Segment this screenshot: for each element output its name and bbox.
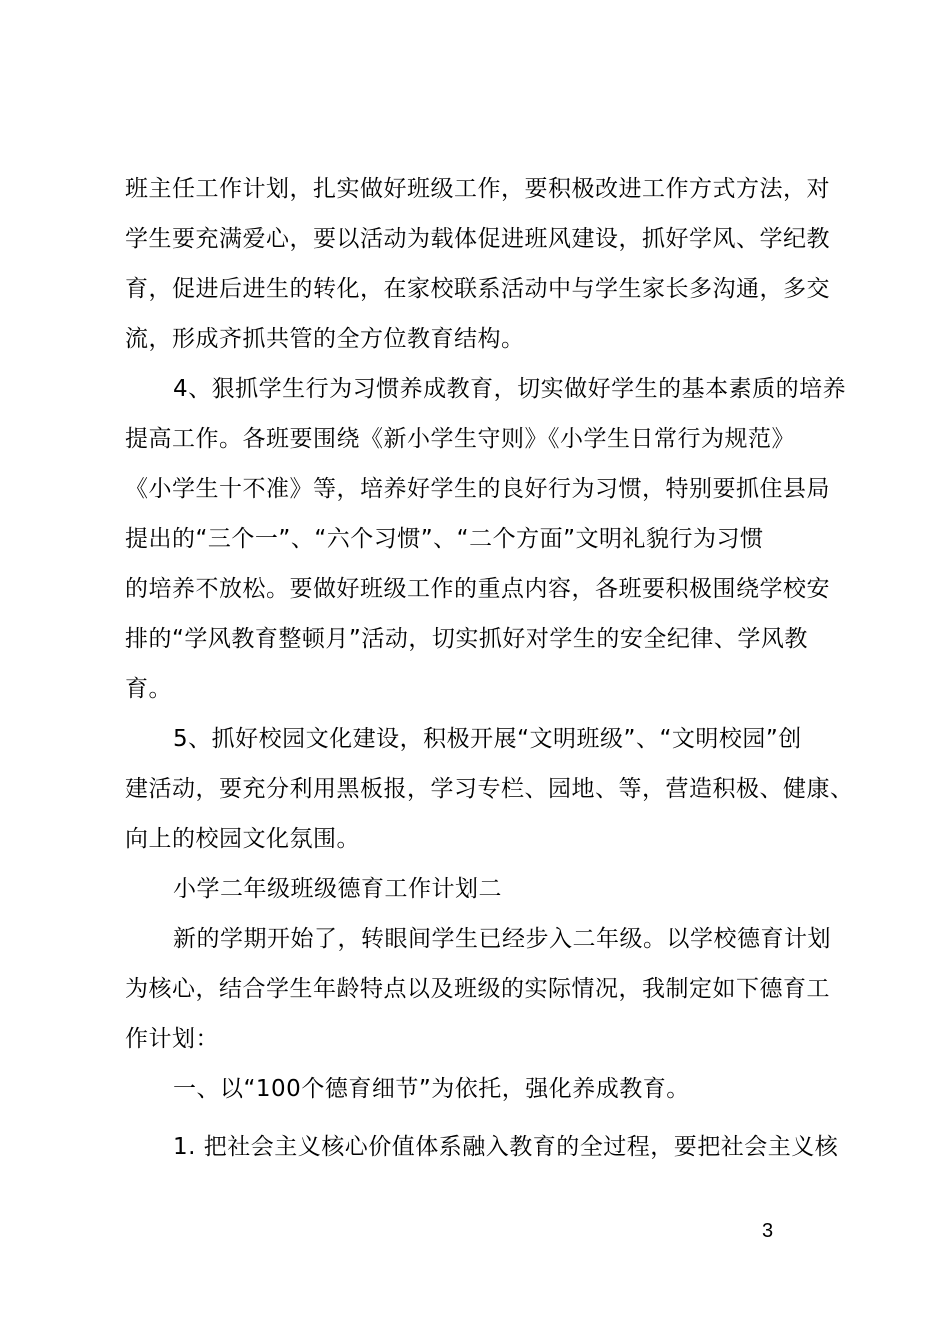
text-line: 排的“学风教育整顿月”活动，切实抓好对学生的安全纪律、学风教 (125, 626, 808, 652)
page-number: 3 (762, 1220, 774, 1242)
text-line: 5、抓好校园文化建设，积极开展“文明班级”、“文明校园”创 (173, 726, 802, 752)
text-line: 向上的校园文化氛围。 (125, 826, 360, 852)
text-line: 《小学生十不准》等，培养好学生的良好行为习惯，特别要抓住县局 (125, 476, 830, 502)
text-line: 新的学期开始了，转眼间学生已经步入二年级。以学校德育计划 (173, 926, 831, 952)
text-line: 流，形成齐抓共管的全方位教育结构。 (125, 326, 525, 352)
text-line: 一、以“100个德育细节”为依托，强化养成教育。 (173, 1076, 690, 1102)
text-line: 育。 (125, 676, 172, 702)
text-line: 1. 把社会主义核心价值体系融入教育的全过程，要把社会主义核 (173, 1134, 839, 1160)
text-line: 4、狠抓学生行为习惯养成教育，切实做好学生的基本素质的培养 (173, 376, 847, 402)
section-heading: 小学二年级班级德育工作计划二 (173, 876, 502, 902)
text-line: 建活动，要充分利用黑板报，学习专栏、园地、等，营造积极、健康、 (125, 776, 854, 802)
text-line: 育，促进后进生的转化，在家校联系活动中与学生家长多沟通，多交 (125, 276, 830, 302)
text-line: 的培养不放松。要做好班级工作的重点内容，各班要积极围绕学校安 (125, 576, 830, 602)
text-line: 学生要充满爱心，要以活动为载体促进班风建设，抓好学风、学纪教 (125, 226, 830, 252)
text-line: 作计划： (125, 1026, 219, 1052)
text-line: 班主任工作计划，扎实做好班级工作，要积极改进工作方式方法，对 (125, 176, 830, 202)
text-line: 为核心，结合学生年龄特点以及班级的实际情况，我制定如下德育工 (125, 976, 830, 1002)
text-line: 提高工作。各班要围绕《新小学生守则》《小学生日常行为规范》 (125, 426, 795, 452)
text-line: 提出的“三个一”、“六个习惯”、“二个方面”文明礼貌行为习惯 (125, 526, 764, 552)
